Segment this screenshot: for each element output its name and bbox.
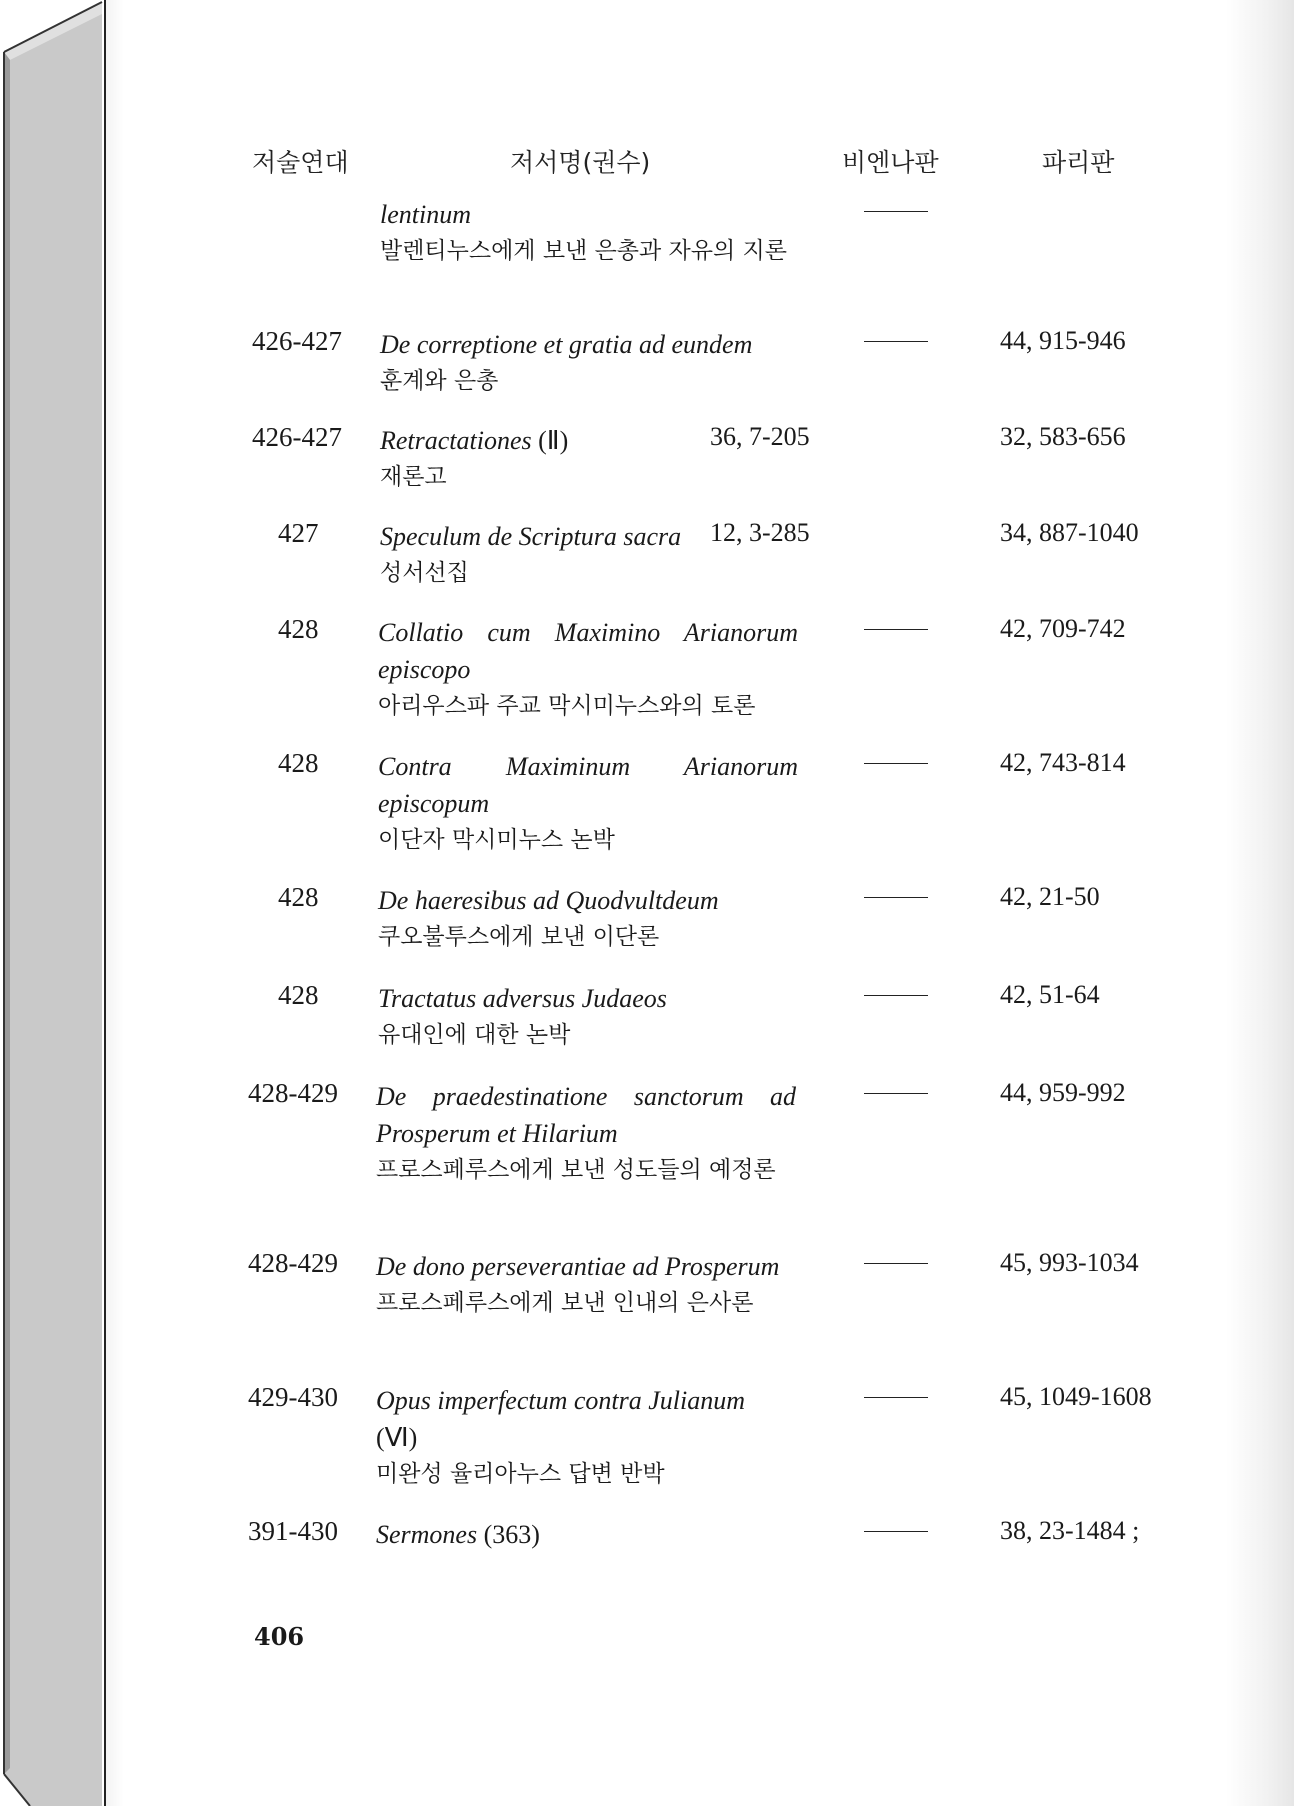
paris-edition: 42, 709-742 <box>1000 614 1126 643</box>
paris-edition: 44, 915-946 <box>1000 326 1126 355</box>
vienna-none-dash <box>864 1531 928 1532</box>
vienna-edition: 36, 7-205 <box>710 422 810 451</box>
korean-title: 발렌티누스에게 보낸 은총과 자유의 지론 <box>380 238 787 264</box>
column-header-vienna: 비엔나판 <box>842 148 939 177</box>
year: 391-430 <box>248 1516 338 1546</box>
vienna-none-dash <box>864 629 928 630</box>
korean-title: 프로스페루스에게 보낸 성도들의 예정론 <box>376 1157 776 1183</box>
latin-title: lentinum <box>380 200 471 229</box>
vienna-none-dash <box>864 763 928 764</box>
latin-title: Tractatus adversus Judaeos <box>378 984 667 1013</box>
year: 428-429 <box>248 1078 338 1108</box>
vienna-none-dash <box>864 341 928 342</box>
paris-edition: 45, 993-1034 <box>1000 1248 1139 1277</box>
latin-title: De dono perseverantiae ad Prosperum <box>376 1252 780 1281</box>
paris-edition: 38, 23-1484 ; <box>1000 1516 1140 1545</box>
book-page <box>104 0 1294 1806</box>
korean-title: 이단자 막시미누스 논박 <box>378 827 615 853</box>
vienna-none-dash <box>864 1093 928 1094</box>
latin-title: Contra Maximinum Arianorum episcopum <box>378 752 798 818</box>
volume-count: (Ⅱ) <box>538 426 569 455</box>
paris-edition: 44, 959-992 <box>1000 1078 1126 1107</box>
page-number: 406 <box>254 1622 305 1651</box>
paris-edition: 42, 743-814 <box>1000 748 1126 777</box>
vienna-edition: 12, 3-285 <box>710 518 810 547</box>
korean-title: 재론고 <box>380 464 447 490</box>
korean-title: 유대인에 대한 논박 <box>378 1022 571 1048</box>
year: 428 <box>278 748 319 778</box>
korean-title: 미완성 율리아누스 답변 반박 <box>376 1461 665 1487</box>
korean-title: 아리우스파 주교 막시미누스와의 토론 <box>378 693 756 719</box>
latin-title: De correptione et gratia ad eundem <box>380 330 753 359</box>
column-header-year: 저술연대 <box>252 148 349 177</box>
vienna-none-dash <box>864 897 928 898</box>
year: 428 <box>278 980 319 1010</box>
vienna-none-dash <box>864 1263 928 1264</box>
korean-title: 쿠오불투스에게 보낸 이단론 <box>378 924 660 950</box>
paris-edition: 34, 887-1040 <box>1000 518 1139 547</box>
vienna-none-dash <box>864 1397 928 1398</box>
volume-count: (Ⅵ) <box>376 1423 418 1452</box>
latin-title: Opus imperfectum contra Julianum <box>376 1386 746 1415</box>
year: 428 <box>278 882 319 912</box>
latin-title: De haeresibus ad Quodvultdeum <box>378 886 719 915</box>
paris-edition: 42, 51-64 <box>1000 980 1100 1009</box>
year: 428-429 <box>248 1248 338 1278</box>
column-header-title: 저서명(권수) <box>510 148 651 177</box>
year: 429-430 <box>248 1382 338 1412</box>
volume-count: (363) <box>483 1520 540 1549</box>
vienna-none-dash <box>864 995 928 996</box>
year: 426-427 <box>252 326 342 356</box>
paris-edition: 32, 583-656 <box>1000 422 1126 451</box>
latin-title: Speculum de Scriptura sacra <box>380 522 682 551</box>
year: 427 <box>278 518 319 548</box>
latin-title: Collatio cum Maximino Arianorum episcopo <box>378 618 798 684</box>
vienna-none-dash <box>864 211 928 212</box>
paris-edition: 42, 21-50 <box>1000 882 1100 911</box>
latin-title: Retractationes <box>380 426 532 455</box>
year: 428 <box>278 614 319 644</box>
year: 426-427 <box>252 422 342 452</box>
latin-title: Sermones <box>376 1520 478 1549</box>
korean-title: 프로스페루스에게 보낸 인내의 은사론 <box>376 1290 754 1316</box>
korean-title: 성서선집 <box>380 560 469 586</box>
korean-title: 훈계와 은총 <box>380 368 499 394</box>
paris-edition: 45, 1049-1608 <box>1000 1382 1152 1411</box>
column-header-paris: 파리판 <box>1042 148 1115 177</box>
book-spine <box>0 0 104 1806</box>
latin-title: De praedestinatione sanctorum ad Prosperum et Hilarium <box>376 1082 796 1148</box>
